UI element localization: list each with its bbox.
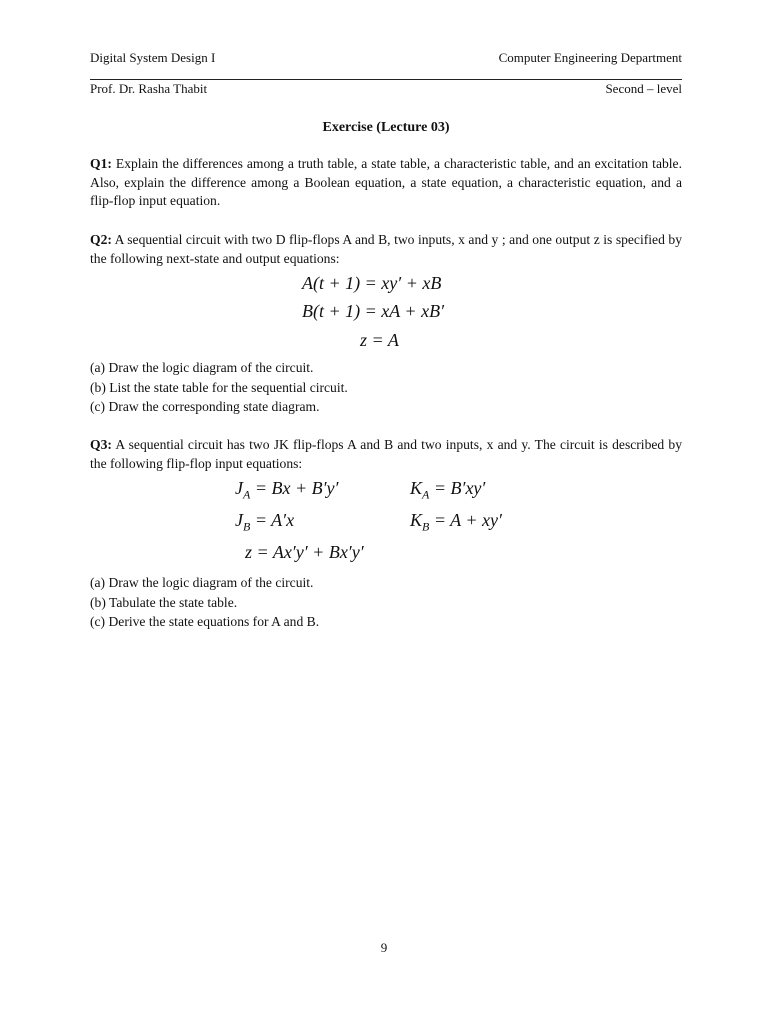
q3-equation-ka: $K_A = B'xy'$ — [410, 478, 486, 502]
q2-text: A sequential circuit with two D flip-flops A and B, two inputs, x and y ; and one output z is specified by the following next-state and output equations: — [90, 232, 682, 266]
q2-label: Q2: — [90, 232, 112, 247]
q2-part-b: (b) List the state table for the sequential circuit. — [90, 379, 348, 395]
question-3 — [90, 436, 682, 473]
header-divider — [90, 79, 682, 80]
q3-equation-kb: $K_B = A + xy'$ — [410, 510, 502, 534]
question-2 — [90, 231, 682, 268]
course-name: Digital System Design I — [90, 50, 216, 65]
department-name: Computer Engineering Department — [498, 50, 682, 65]
q3-parts — [90, 573, 319, 632]
page-title: Exercise (Lecture 03) — [322, 120, 450, 135]
q1-label: Q1: — [90, 156, 112, 171]
header-top-row — [90, 50, 682, 66]
q3-equation-jb: $J_B = A'x$ — [235, 510, 295, 534]
q3-part-c: (c) Derive the state equations for A and B. — [90, 614, 320, 629]
q2-part-a: (a) Draw the logic diagram of the circuit. — [90, 360, 314, 375]
q3-part-b: (b) Tabulate the state table. — [90, 594, 238, 610]
q2-equation-z: z = A — [360, 330, 399, 350]
level-label: Second – level — [605, 81, 682, 96]
q3-part-a: (a) Draw the logic diagram of the circuit. — [90, 575, 314, 590]
q2-part-c: (c) Draw the corresponding state diagram. — [90, 399, 320, 414]
professor-name: Prof. Dr. Rasha Thabit — [90, 81, 208, 96]
q2-equation-b: B(t + 1) = xA + xB′ — [302, 301, 445, 321]
question-1 — [90, 155, 682, 211]
q1-text: Explain the differences among a truth table, a state table, a characteristic table, and an excitation table. Also, explain the difference among a Boolean equation, a state equation, a characteristic equation, and a flip-flop input equation. — [90, 156, 682, 208]
q2-parts — [90, 358, 348, 417]
q3-equation-z: z = Ax′y′ + Bx′y′ — [245, 542, 364, 562]
page-number: 9 — [380, 940, 388, 955]
q3-label: Q3: — [90, 437, 112, 452]
q3-equation-ja: $J_A = Bx + B'y'$ — [235, 478, 339, 502]
q3-text: A sequential circuit has two JK flip-flops A and B and two inputs, x and y. The circuit is described by the following flip-flop input equations: — [90, 437, 682, 471]
q2-equation-a: A(t + 1) = xy′ + xB — [302, 273, 442, 293]
header-bottom-row — [90, 81, 682, 97]
